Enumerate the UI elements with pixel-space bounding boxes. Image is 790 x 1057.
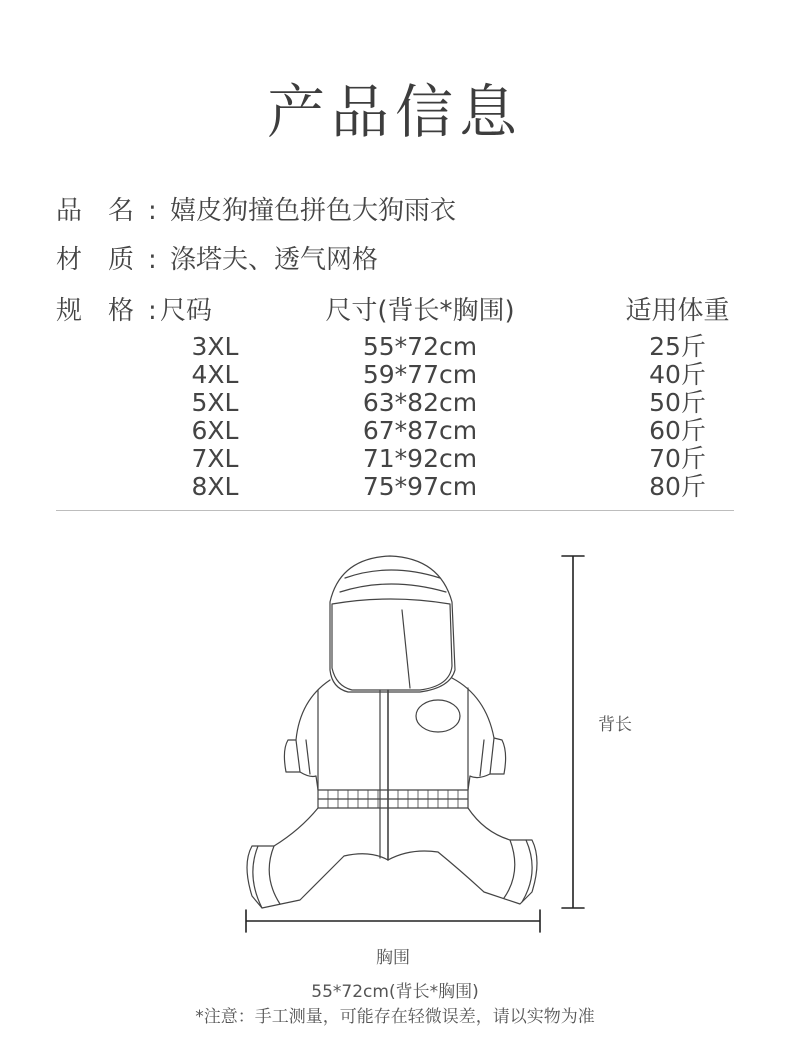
colon: :	[148, 296, 157, 326]
raincoat-diagram	[0, 540, 790, 968]
header-dimensions: 尺寸(背长*胸围)	[325, 296, 515, 326]
table-row	[0, 361, 790, 389]
dimension-cell: 63*82cm	[362, 388, 478, 417]
material-label: 材 质	[56, 245, 135, 275]
product-name-label: 品 名	[56, 196, 135, 226]
weight-cell: 80斤	[649, 472, 706, 501]
table-row	[0, 389, 790, 417]
spec-label-text: 规 格	[56, 296, 135, 326]
table-row	[0, 473, 790, 501]
size-note: 55*72cm(背长*胸围)	[311, 982, 479, 1002]
page-title: 产品信息	[266, 78, 523, 146]
size-table-header	[0, 293, 790, 329]
dimension-cell: 75*97cm	[362, 472, 478, 501]
colon: :	[148, 196, 157, 226]
weight-cell: 60斤	[649, 416, 706, 445]
header-size: 尺码	[160, 296, 213, 326]
size-cell: 5XL	[191, 388, 239, 417]
dimension-cell: 55*72cm	[362, 332, 478, 361]
divider	[56, 510, 734, 511]
spec-label	[56, 293, 157, 329]
material-row	[56, 242, 378, 278]
dimension-cell: 59*77cm	[362, 360, 478, 389]
size-cell: 8XL	[191, 472, 239, 501]
weight-cell: 25斤	[649, 332, 706, 361]
chest-label: 胸围	[376, 948, 410, 968]
size-cell: 4XL	[191, 360, 239, 389]
size-cell: 7XL	[191, 444, 239, 473]
weight-cell: 50斤	[649, 388, 706, 417]
size-cell: 6XL	[191, 416, 239, 445]
table-row	[0, 445, 790, 473]
product-name-value: 嬉皮狗撞色拼色大狗雨衣	[170, 196, 457, 226]
weight-cell: 70斤	[649, 444, 706, 473]
header-weight: 适用体重	[625, 296, 730, 326]
table-row	[0, 417, 790, 445]
dimension-cell: 67*87cm	[362, 416, 478, 445]
weight-cell: 40斤	[649, 360, 706, 389]
product-name-row	[56, 193, 456, 229]
material-value: 涤塔夫、透气网格	[170, 245, 379, 275]
dimension-cell: 71*92cm	[362, 444, 478, 473]
back-length-label: 背长	[598, 715, 632, 735]
raincoat-illustration	[0, 540, 790, 960]
table-row	[0, 333, 790, 361]
size-cell: 3XL	[191, 332, 239, 361]
disclaimer: *注意：手工测量，可能存在轻微误差，请以实物为准	[195, 1007, 595, 1027]
colon: :	[148, 245, 157, 275]
